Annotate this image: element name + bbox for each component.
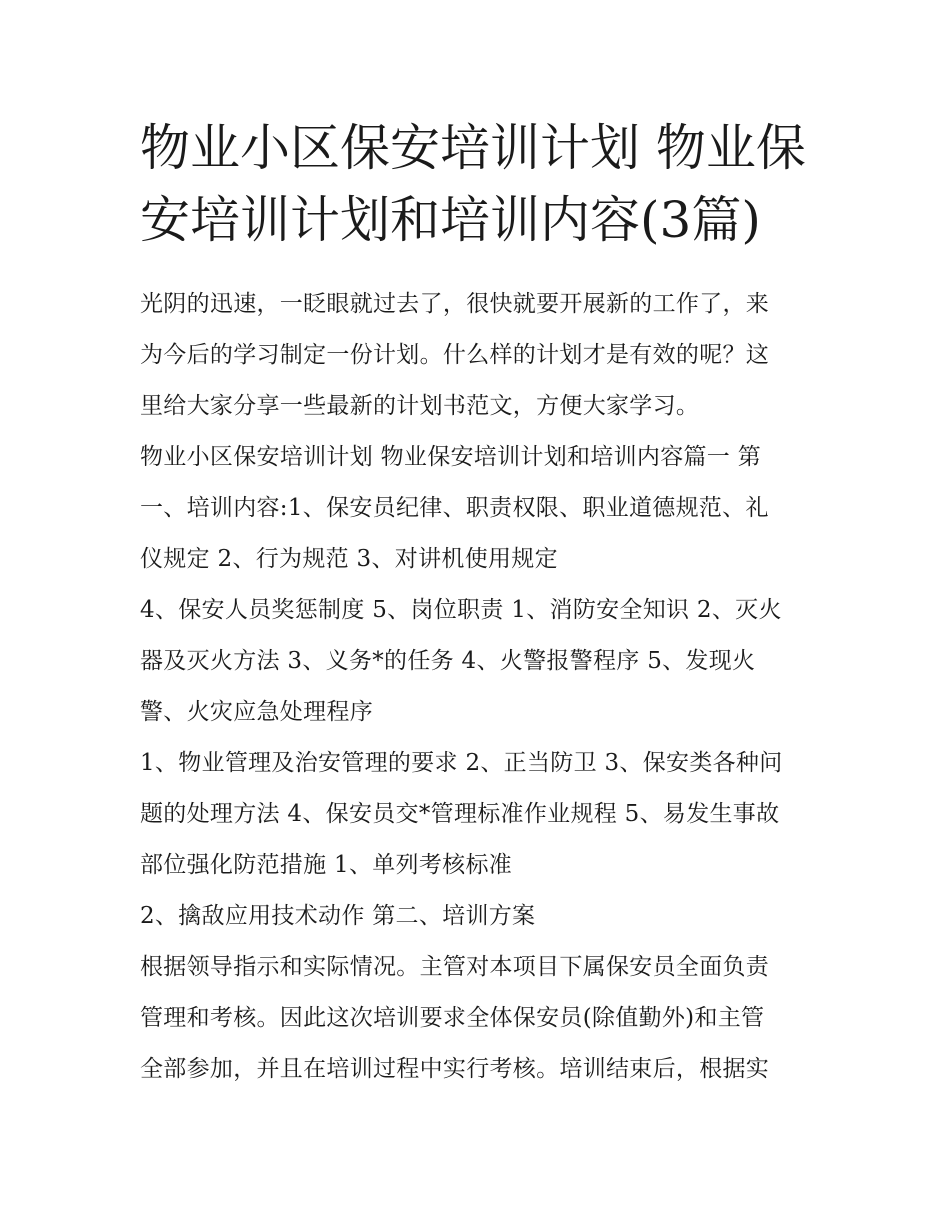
paragraph-training-content: [140, 432, 812, 585]
text-line: 仪规定 2、行为规范 3、对讲机使用规定: [140, 546, 558, 572]
text-line: 4、保安人员奖惩制度 5、岗位职责 1、消防安全知识 2、灭火: [140, 597, 782, 623]
paragraph-assessment: [140, 942, 812, 1095]
text-line: 管理和考核。因此这次培训要求全体保安员(除值勤外)和主管: [140, 1005, 765, 1031]
document-body: [140, 279, 812, 1095]
text-line: 2、擒敌应用技术动作 第二、培训方案: [140, 903, 536, 929]
title-line: 安培训计划和培训内容(3篇): [140, 191, 761, 249]
text-line: 物业小区保安培训计划 物业保安培训计划和培训内容篇一 第: [140, 444, 762, 470]
text-line: 器及灭火方法 3、义务*的任务 4、火警报警程序 5、发现火: [140, 648, 756, 674]
document-title: [140, 112, 812, 256]
text-line: 里给大家分享一些最新的计划书范文，方便大家学习。: [140, 393, 700, 419]
title-line: 物业小区保安培训计划 物业保: [140, 119, 806, 177]
text-line: 一、培训内容:1、保安员纪律、职责权限、职业道德规范、礼: [140, 495, 769, 521]
paragraph-training-plan: [140, 891, 812, 942]
text-line: 为今后的学习制定一份计划。什么样的计划才是有效的呢？这: [140, 342, 770, 368]
text-line: 光阴的迅速，一眨眼就过去了，很快就要开展新的工作了，来: [140, 291, 770, 317]
text-line: 1、物业管理及治安管理的要求 2、正当防卫 3、保安类各种问: [140, 750, 783, 776]
text-line: 部位强化防范措施 1、单列考核标准: [140, 852, 513, 878]
paragraph-intro: [140, 279, 812, 432]
text-line: 警、火灾应急处理程序: [140, 699, 373, 725]
document-page: [140, 112, 812, 1095]
paragraph-fire-safety: [140, 585, 812, 738]
paragraph-management: [140, 738, 812, 891]
text-line: 全部参加，并且在培训过程中实行考核。培训结束后，根据实: [140, 1056, 770, 1082]
text-line: 根据领导指示和实际情况。主管对本项目下属保安员全面负责: [140, 954, 770, 980]
text-line: 题的处理方法 4、保安员交*管理标准作业规程 5、易发生事故: [140, 801, 780, 827]
